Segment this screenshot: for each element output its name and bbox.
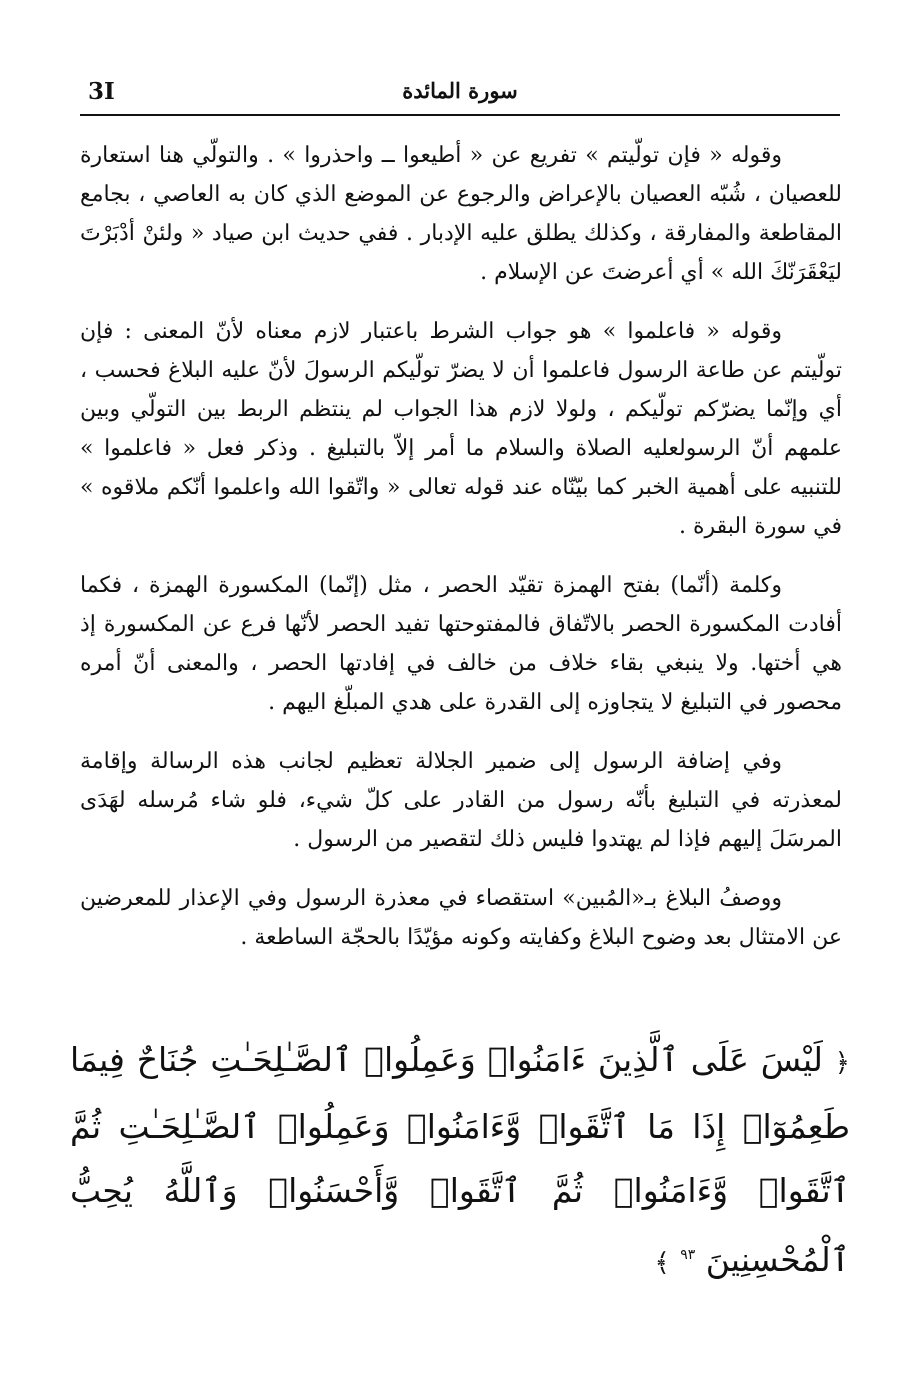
- paragraph-text: ووصفُ البلاغ بـ«المُبين» استقصاء في معذرة الرسول وفي الإعذار للمعرضين عن الامتثال بعد وضوح البلاغ وكفايته وكونه مؤيّدًا بالحجّة الساطعة .: [80, 886, 842, 950]
- paragraph-5: [80, 879, 842, 957]
- verse-close-ornament: ﴾: [654, 1248, 670, 1278]
- page-header: [80, 78, 840, 112]
- quran-verse: [70, 1028, 850, 1295]
- paragraph-2: [80, 312, 842, 546]
- paragraph-text: وقوله « فاعلموا » هو جواب الشرط باعتبار لازم معناه لأنّ المعنى : فإن تولّيتم عن طاعة الرسول فاعلموا أن لا يضرّ تولّيكم الرسولَ لأنّ عليه البلاغ فحسب ، أي وإنّما يضرّكم تولّيكم ، ولولا لازم هذا الجواب لم ينتظم الربط بين التولّي وبين علمهم أنّ الرسولعليه الصلاة والسلام ما أمر إلاّ بالتبليغ . وذكر فعل « فاعلموا » للتنبيه على أهمية الخبر كما بيّنّاه عند قوله تعالى « واتّقوا الله واعلموا أنّكم ملاقوه » في سورة البقرة .: [80, 319, 842, 539]
- running-title: سورة المائدة: [402, 78, 518, 103]
- ayah-number: ٩٣: [680, 1247, 696, 1263]
- paragraph-text: وفي إضافة الرسول إلى ضمير الجلالة تعظيم لجانب هذه الرسالة وإقامة لمعذرته في التبليغ بأنّه رسول من القادر على كلّ شيء، فلو شاء مُرسله لهَدَى المرسَلَ إليهم فإذا لم يهتدوا فليس ذلك لتقصير من الرسول .: [80, 749, 842, 852]
- page-number: 3I: [88, 78, 115, 105]
- paragraph-text: وكلمة (أنّما) بفتح الهمزة تقيّد الحصر ، مثل (إنّما) المكسورة الهمزة ، فكما أفادت المكسورة الحصر بالاتّفاق فالمفتوحتها تفيد الحصر لأنّها فرع عن المكسورة إذ هي أختها. ولا ينبغي بقاء خلاف من خالف في إفادتها الحصر ، والمعنى أنّ أمره محصور في التبليغ لا يتجاوزه إلى القدرة على هدي المبلّغ اليهم .: [80, 573, 842, 715]
- verse-text: لَيْسَ عَلَى ٱلَّذِينَ ءَامَنُوا۟ وَعَمِلُوا۟ ٱلصَّـٰلِحَـٰتِ جُنَاحٌ فِيمَا طَعِمُوٓا۟ إِذَا مَا ٱتَّقَوا۟ وَّءَامَنُوا۟ وَعَمِلُوا۟ ٱلصَّـٰلِحَـٰتِ ثُمَّ ٱتَّقَوا۟ وَّءَامَنُوا۟ ثُمَّ ٱتَّقَوا۟ وَّأَحْسَنُوا۟ وَٱللَّهُ يُحِبُّ ٱلْمُحْسِنِينَ: [70, 1040, 850, 1279]
- paragraph-3: [80, 566, 842, 722]
- paragraph-4: [80, 742, 842, 859]
- header-divider: [80, 114, 840, 116]
- paragraph-text: وقوله « فإن تولّيتم » تفريع عن « أطيعوا ــ واحذروا » . والتولّي هنا استعارة للعصيان ، شُبّه العصيان بالإعراض والرجوع عن الموضع الذي كان به العاصي ، بجامع المقاطعة والمفارقة ، وكذلك يطلق عليه الإدبار . ففي حديث ابن صياد « ولئنْ أدْبَرْتَ ليَعْقَرَنّكَ الله » أي أعرضتَ عن الإسلام .: [80, 143, 842, 285]
- verse-open-ornament: ﴿: [834, 1048, 850, 1078]
- paragraph-1: [80, 136, 842, 292]
- body-text: [80, 136, 842, 977]
